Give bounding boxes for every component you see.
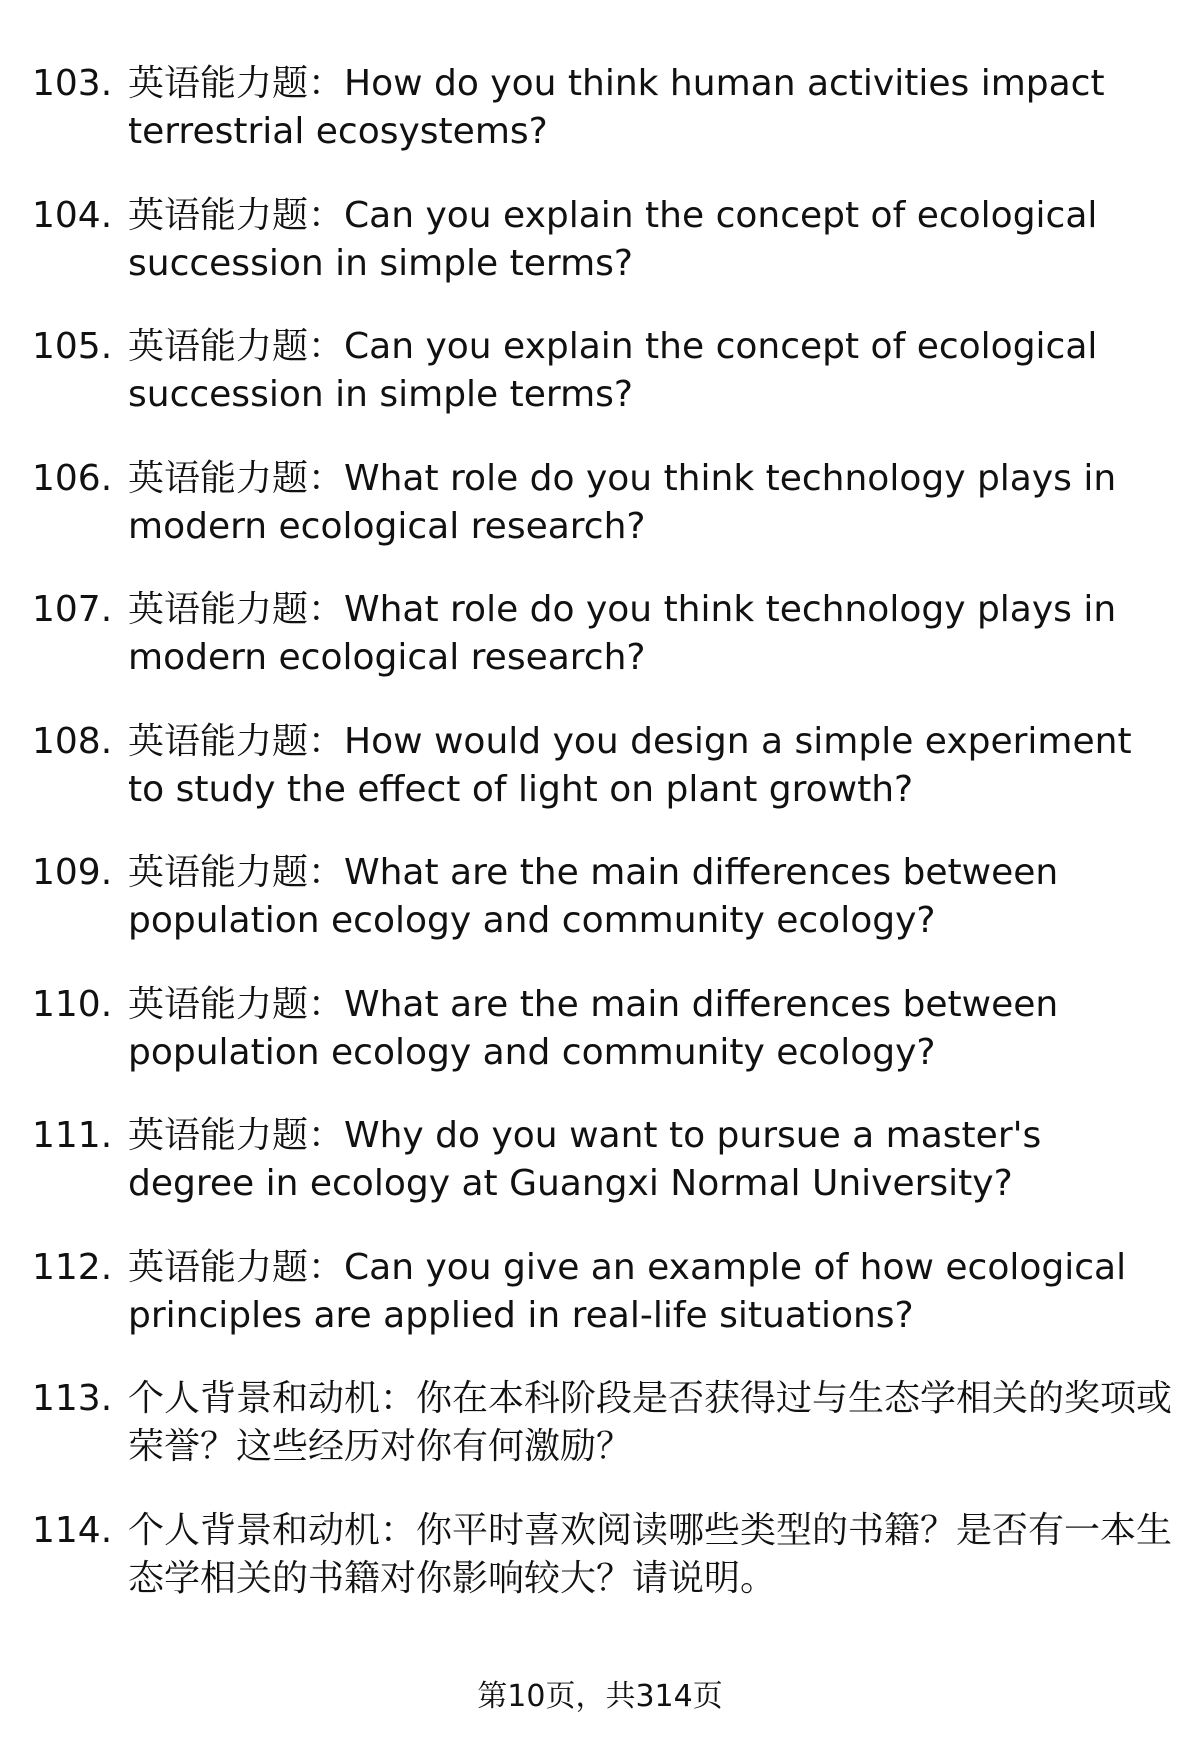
question-number: 105. <box>32 326 113 367</box>
question-item <box>32 323 1172 455</box>
question-number: 104. <box>32 194 113 236</box>
question-item <box>32 981 1172 1113</box>
question-number: 109. <box>32 852 113 893</box>
question-item <box>32 586 1172 718</box>
question-number: 103. <box>32 63 113 104</box>
question-text: 英语能力题：How do you think human activities impact terrestrial ecosystems? <box>128 63 1105 152</box>
question-number: 112. <box>32 1246 113 1288</box>
question-text: 英语能力题：What are the main differences between population ecology and community ecology? <box>128 983 1059 1073</box>
question-text: 英语能力题：Can you explain the concept of ecological succession in simple terms? <box>128 194 1098 284</box>
question-text: 英语能力题：How would you design a simple experiment to study the effect of light on plant growth? <box>128 720 1132 810</box>
question-item <box>32 1507 1172 1639</box>
question-list <box>32 60 1172 1638</box>
question-number: 113. <box>32 1378 113 1419</box>
question-text: 英语能力题：What role do you think technology plays in modern ecological research? <box>128 589 1117 678</box>
question-item <box>32 849 1172 981</box>
question-number: 106. <box>32 457 113 499</box>
question-item <box>32 1112 1172 1244</box>
question-number: 107. <box>32 589 113 630</box>
question-text: 英语能力题：Can you give an example of how ecological principles are applied in real-life situations? <box>128 1246 1127 1336</box>
question-item <box>32 1244 1172 1376</box>
question-item <box>32 60 1172 192</box>
question-item <box>32 718 1172 850</box>
question-text: 英语能力题：What role do you think technology plays in modern ecological research? <box>128 457 1117 547</box>
question-number: 114. <box>32 1509 113 1551</box>
question-text: 英语能力题：Can you explain the concept of ecological succession in simple terms? <box>128 326 1098 415</box>
page-footer: 第10页，共314页 <box>477 1679 723 1714</box>
question-text: 英语能力题：What are the main differences between population ecology and community ecology? <box>128 852 1059 941</box>
question-item <box>32 192 1172 324</box>
question-number: 110. <box>32 983 113 1025</box>
question-text: 个人背景和动机：你平时喜欢阅读哪些类型的书籍？是否有一本生态学相关的书籍对你影响较大？请说明。 <box>128 1509 1173 1599</box>
question-item <box>32 1375 1172 1507</box>
question-number: 111. <box>32 1115 113 1156</box>
question-number: 108. <box>32 720 113 762</box>
question-text: 英语能力题：Why do you want to pursue a master's degree in ecology at Guangxi Normal University? <box>128 1115 1042 1204</box>
question-text: 个人背景和动机：你在本科阶段是否获得过与生态学相关的奖项或荣誉？这些经历对你有何激励？ <box>128 1378 1173 1467</box>
question-item <box>32 455 1172 587</box>
